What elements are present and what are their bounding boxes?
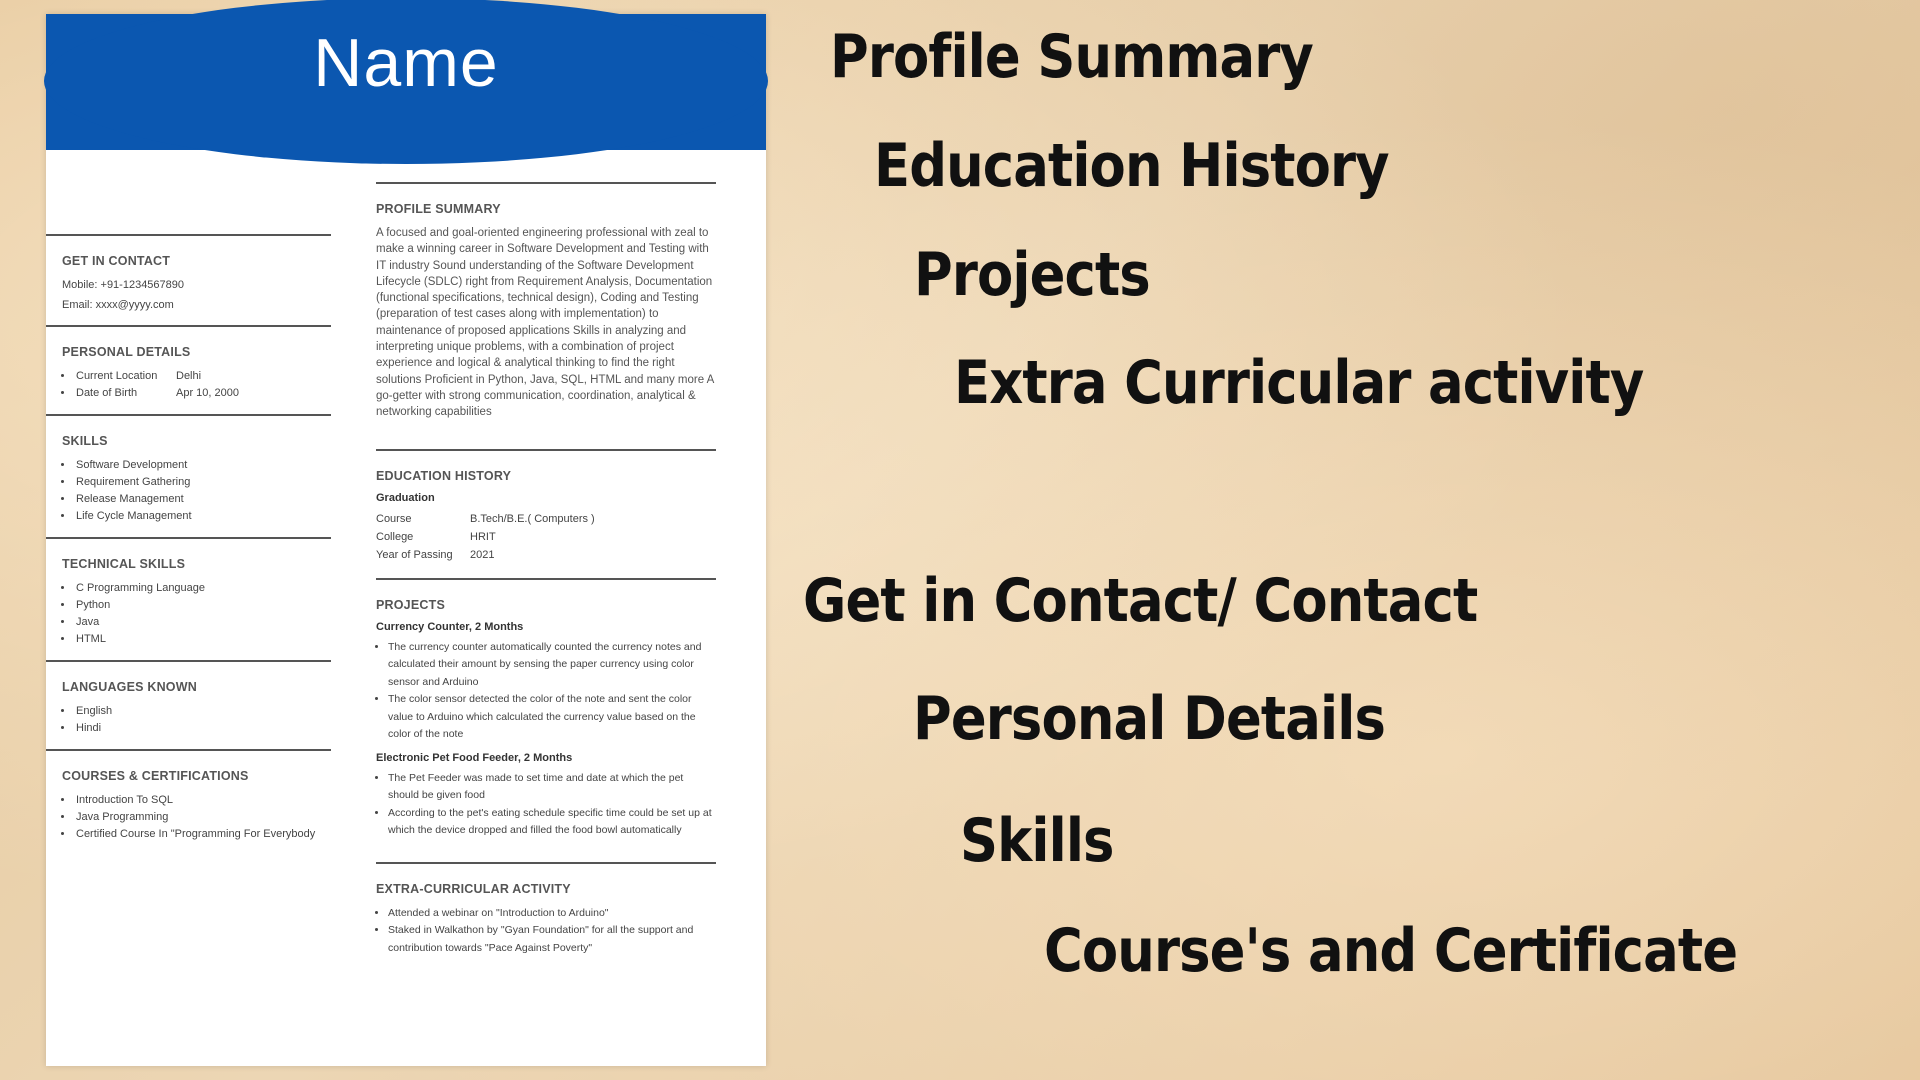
list-item: • The Pet Feeder was made to set time and date at which the pet should be given food [388,770,716,805]
personal-section [46,325,331,414]
topic-skills: Skills [960,806,1114,876]
courses-list [62,792,331,843]
topic-profile-summary: Profile Summary [830,22,1313,92]
resume-page [46,14,766,1066]
dob-label: Date of Birth [76,387,138,399]
list-item: • Release Management [74,491,331,508]
list-item: • Introduction To SQL [74,792,331,809]
list-item: • Hindi [74,720,331,737]
list-item: • Life Cycle Management [74,508,331,525]
skills-section [46,414,331,537]
topic-education-history: Education History [874,131,1389,201]
profile-summary-heading: PROFILE SUMMARY [376,202,501,216]
personal-heading: PERSONAL DETAILS [62,345,191,359]
college-label: College [376,530,414,543]
list-item: • C Programming Language [74,580,331,597]
year-value: 2021 [470,548,495,561]
college-value: HRIT [470,530,496,543]
list-item: • Python [74,597,331,614]
list-item [74,368,331,385]
languages-section [46,660,331,749]
contact-heading: GET IN CONTACT [62,254,171,268]
course-label: Course [376,512,412,525]
technical-skills-section [46,537,331,660]
list-item: • Certified Course In "Programming For Everybody [74,826,331,843]
personal-list [62,368,331,402]
extra-curricular-list [376,905,716,958]
resume-right-column [376,182,716,979]
list-item: • The color sensor detected the color of the note and sent the color value to Arduino which calculated the currency value based on the color of the note [388,691,716,744]
contact-section [46,234,331,325]
profile-summary-section [376,182,716,449]
languages-heading: LANGUAGES KNOWN [62,680,197,694]
list-item: • Java [74,614,331,631]
topic-projects: Projects [914,240,1150,310]
topic-personal-details: Personal Details [913,684,1386,754]
list-item: • English [74,703,331,720]
skills-list [62,457,331,525]
courses-heading: COURSES & CERTIFICATIONS [62,769,249,783]
education-section [376,449,716,578]
education-college-row [376,528,716,546]
languages-list [62,703,331,737]
project-1-title: Currency Counter, 2 Months [376,620,524,633]
location-value: Delhi [176,370,202,382]
year-label: Year of Passing [376,548,453,561]
list-item: • HTML [74,631,331,648]
resume-name: Name [313,25,499,101]
topic-courses-certificate: Course's and Certificate [1044,916,1738,986]
location-label: Current Location [76,370,158,382]
projects-section [376,578,716,862]
extra-curricular-heading: EXTRA-CURRICULAR ACTIVITY [376,881,571,896]
list-item: • Software Development [74,457,331,474]
project-2-list [376,770,716,840]
technical-skills-list [62,580,331,648]
technical-skills-heading: TECHNICAL SKILLS [62,557,186,571]
topic-get-in-contact: Get in Contact/ Contact [803,566,1478,636]
education-course-row [376,510,716,528]
courses-section [46,749,331,855]
education-year-row [376,546,716,564]
course-value: B.Tech/B.E.( Computers ) [470,512,595,525]
list-item: • Attended a webinar on "Introduction to Arduino" [388,905,716,923]
profile-summary-text: A focused and goal-oriented engineering professional with zeal to make a winning career in Software Development and Testing with IT industry Sound understanding of the Software Development Lifecycle (SDLC) right from Requirement Analysis, Documentation (functional specifications, technical design), Coding and Testing (preparation of test cases along with implementation) to maintenance of proposed applications Skills in analyzing and interpreting unique problems, with a combination of project experience and logical & analytical thinking to find the right solutions Proficient in Python, Java, SQL, HTML and many more A go-getter with strong communication, coordination, analytical & networking capabilities [376,227,714,419]
list-item: • According to the pet's eating schedule specific time could be set up at which the device dropped and filled the food bowl automatically [388,805,716,840]
list-item: • Java Programming [74,809,331,826]
topic-extra-curricular: Extra Curricular activity [954,348,1644,418]
education-heading: EDUCATION HISTORY [376,468,512,483]
contact-email: Email: xxxx@yyyy.com [62,299,174,311]
skills-heading: SKILLS [62,434,108,448]
list-item: • Staked in Walkathon by "Gyan Foundation" for all the support and contribution towards "Pace Against Poverty" [388,922,716,957]
resume-left-column [46,234,331,855]
project-2-title: Electronic Pet Food Feeder, 2 Months [376,751,573,764]
dob-value: Apr 10, 2000 [176,387,239,399]
list-item: • The currency counter automatically counted the currency notes and calculated their amount by sensing the paper currency using color sensor and Arduino [388,639,716,692]
list-item: • Requirement Gathering [74,474,331,491]
projects-heading: PROJECTS [376,597,445,612]
contact-mobile: Mobile: +91-1234567890 [62,279,185,291]
extra-curricular-section [376,862,716,980]
project-1-list [376,639,716,744]
education-subheading: Graduation [376,491,435,504]
list-item [74,385,331,402]
